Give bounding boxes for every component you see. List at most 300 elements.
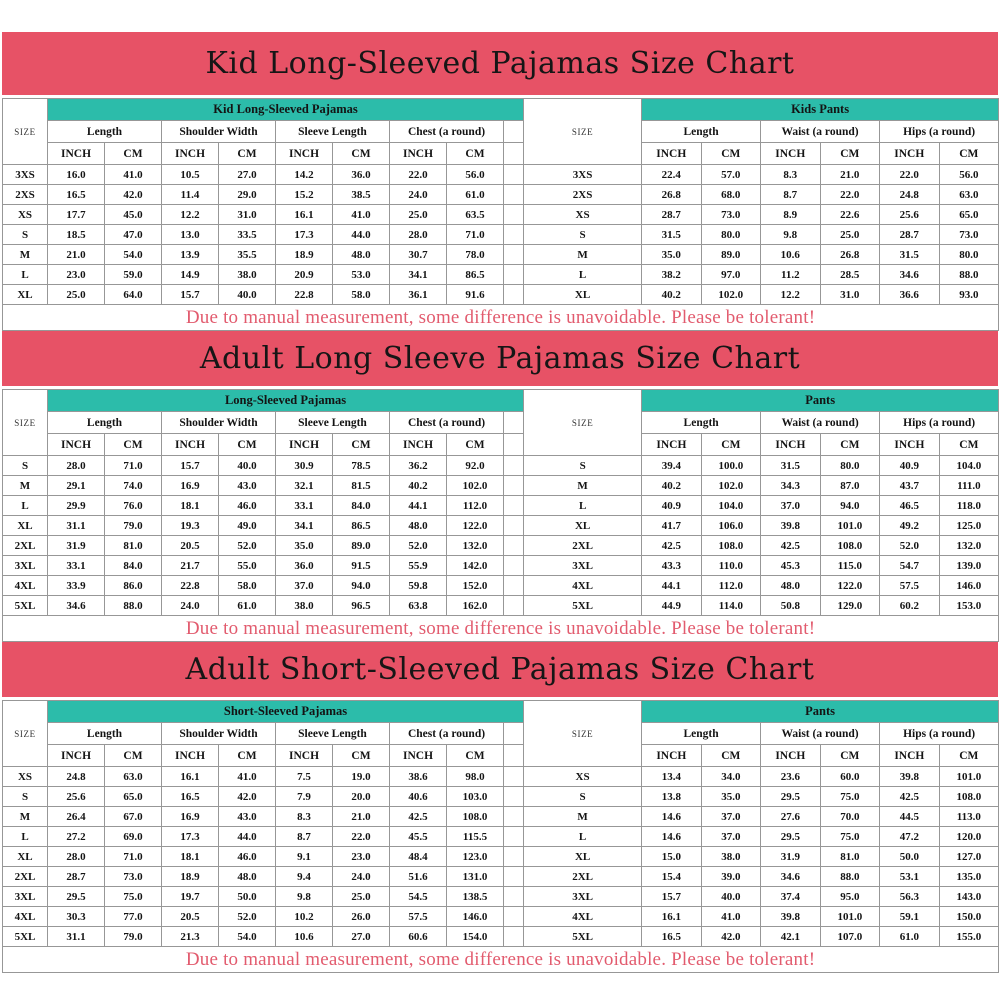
value-cell: 39.8 [761, 907, 821, 927]
spacer-cell [504, 143, 524, 165]
value-cell: 14.9 [162, 265, 219, 285]
value-cell: 8.7 [276, 827, 333, 847]
size-cell: 3XL [3, 887, 48, 907]
table-row [3, 456, 999, 476]
garment-table-header: Kid Long-Sleeved Pajamas [48, 99, 524, 121]
value-cell: 65.0 [105, 787, 162, 807]
value-cell: 43.0 [219, 476, 276, 496]
spacer-cell [504, 847, 524, 867]
table-row [3, 556, 999, 576]
value-cell: 9.4 [276, 867, 333, 887]
size-cell: 4XL [3, 576, 48, 596]
value-cell: 22.0 [333, 827, 390, 847]
size-cell: 3XS [524, 165, 642, 185]
value-cell: 120.0 [939, 827, 999, 847]
value-cell: 8.3 [276, 807, 333, 827]
value-cell: 80.0 [701, 225, 761, 245]
value-cell: 31.5 [880, 245, 940, 265]
value-cell: 42.0 [105, 185, 162, 205]
value-cell: 88.0 [105, 596, 162, 616]
value-cell: 26.0 [333, 907, 390, 927]
table-row [3, 847, 999, 867]
value-cell: 18.5 [48, 225, 105, 245]
unit-header-inch: INCH [761, 745, 821, 767]
value-cell: 65.0 [939, 205, 999, 225]
unit-header-inch: INCH [276, 143, 333, 165]
value-cell: 32.1 [276, 476, 333, 496]
value-cell: 37.4 [761, 887, 821, 907]
value-cell: 35.0 [276, 536, 333, 556]
spacer-cell [504, 887, 524, 907]
value-cell: 40.2 [390, 476, 447, 496]
value-cell: 60.6 [390, 927, 447, 947]
size-cell: 2XL [524, 536, 642, 556]
value-cell: 20.5 [162, 907, 219, 927]
unit-header-cm: CM [820, 745, 880, 767]
value-cell: 16.1 [162, 767, 219, 787]
value-cell: 44.5 [880, 807, 940, 827]
value-cell: 41.0 [105, 165, 162, 185]
measure-column-header: Length [642, 723, 761, 745]
value-cell: 123.0 [447, 847, 504, 867]
value-cell: 39.8 [761, 516, 821, 536]
value-cell: 28.7 [642, 205, 702, 225]
spacer-cell [504, 807, 524, 827]
value-cell: 112.0 [701, 576, 761, 596]
unit-header-cm: CM [333, 143, 390, 165]
value-cell: 16.1 [642, 907, 702, 927]
value-cell: 22.0 [880, 165, 940, 185]
value-cell: 15.2 [276, 185, 333, 205]
value-cell: 54.0 [105, 245, 162, 265]
value-cell: 48.0 [219, 867, 276, 887]
value-cell: 79.0 [105, 516, 162, 536]
value-cell: 37.0 [701, 827, 761, 847]
value-cell: 75.0 [820, 827, 880, 847]
value-cell: 98.0 [447, 767, 504, 787]
value-cell: 24.0 [162, 596, 219, 616]
value-cell: 73.0 [939, 225, 999, 245]
value-cell: 7.5 [276, 767, 333, 787]
spacer-cell [504, 456, 524, 476]
value-cell: 40.0 [701, 887, 761, 907]
size-cell: L [3, 265, 48, 285]
value-cell: 115.0 [820, 556, 880, 576]
value-cell: 21.7 [162, 556, 219, 576]
value-cell: 25.6 [48, 787, 105, 807]
size-cell: XS [524, 205, 642, 225]
pants-table-header: Pants [642, 701, 999, 723]
value-cell: 48.0 [390, 516, 447, 536]
value-cell: 80.0 [939, 245, 999, 265]
size-cell: XS [3, 767, 48, 787]
value-cell: 152.0 [447, 576, 504, 596]
value-cell: 88.0 [820, 867, 880, 887]
size-cell: 2XS [524, 185, 642, 205]
measure-column-header: Shoulder Width [162, 121, 276, 143]
value-cell: 16.5 [162, 787, 219, 807]
measure-column-header: Sleeve Length [276, 412, 390, 434]
garment-table-header: Short-Sleeved Pajamas [48, 701, 524, 723]
value-cell: 45.0 [105, 205, 162, 225]
value-cell: 26.8 [642, 185, 702, 205]
value-cell: 36.0 [333, 165, 390, 185]
value-cell: 63.8 [390, 596, 447, 616]
section-title: Kid Long-Sleeved Pajamas Size Chart [205, 46, 795, 81]
spacer-cell [504, 496, 524, 516]
value-cell: 41.0 [219, 767, 276, 787]
value-cell: 20.0 [333, 787, 390, 807]
size-cell: S [524, 225, 642, 245]
value-cell: 59.1 [880, 907, 940, 927]
value-cell: 52.0 [880, 536, 940, 556]
measure-column-header: Waist (a round) [761, 723, 880, 745]
value-cell: 14.6 [642, 807, 702, 827]
value-cell: 14.6 [642, 827, 702, 847]
table-row [3, 245, 999, 265]
value-cell: 101.0 [820, 516, 880, 536]
size-cell: XL [3, 847, 48, 867]
value-cell: 58.0 [333, 285, 390, 305]
value-cell: 84.0 [333, 496, 390, 516]
table-row [3, 927, 999, 947]
value-cell: 56.0 [447, 165, 504, 185]
value-cell: 22.0 [820, 185, 880, 205]
value-cell: 40.6 [390, 787, 447, 807]
value-cell: 79.0 [105, 927, 162, 947]
value-cell: 91.6 [447, 285, 504, 305]
value-cell: 16.1 [276, 205, 333, 225]
unit-header-inch: INCH [48, 745, 105, 767]
value-cell: 80.0 [820, 456, 880, 476]
value-cell: 45.5 [390, 827, 447, 847]
value-cell: 51.6 [390, 867, 447, 887]
value-cell: 111.0 [939, 476, 999, 496]
value-cell: 87.0 [820, 476, 880, 496]
value-cell: 108.0 [701, 536, 761, 556]
value-cell: 139.0 [939, 556, 999, 576]
value-cell: 19.0 [333, 767, 390, 787]
unit-header-cm: CM [820, 143, 880, 165]
value-cell: 28.0 [48, 456, 105, 476]
measure-column-header: Length [48, 121, 162, 143]
value-cell: 42.0 [701, 927, 761, 947]
value-cell: 118.0 [939, 496, 999, 516]
value-cell: 37.0 [701, 807, 761, 827]
measure-column-header: Hips (a round) [880, 412, 999, 434]
value-cell: 38.0 [701, 847, 761, 867]
value-cell: 18.9 [276, 245, 333, 265]
size-column-header: SIZE [3, 390, 48, 456]
spacer-cell [504, 596, 524, 616]
value-cell: 10.5 [162, 165, 219, 185]
size-cell: L [524, 827, 642, 847]
value-cell: 31.1 [48, 927, 105, 947]
value-cell: 38.0 [276, 596, 333, 616]
value-cell: 49.0 [219, 516, 276, 536]
value-cell: 131.0 [447, 867, 504, 887]
unit-header-inch: INCH [276, 434, 333, 456]
value-cell: 88.0 [939, 265, 999, 285]
value-cell: 10.6 [276, 927, 333, 947]
value-cell: 91.5 [333, 556, 390, 576]
value-cell: 76.0 [105, 496, 162, 516]
unit-header-cm: CM [105, 143, 162, 165]
value-cell: 42.5 [642, 536, 702, 556]
value-cell: 40.0 [219, 285, 276, 305]
value-cell: 42.5 [390, 807, 447, 827]
value-cell: 46.0 [219, 496, 276, 516]
value-cell: 122.0 [447, 516, 504, 536]
spacer-cell [504, 927, 524, 947]
value-cell: 34.6 [761, 867, 821, 887]
value-cell: 16.9 [162, 807, 219, 827]
value-cell: 35.0 [701, 787, 761, 807]
spacer-cell [504, 225, 524, 245]
value-cell: 153.0 [939, 596, 999, 616]
size-table [2, 98, 999, 331]
value-cell: 34.3 [761, 476, 821, 496]
value-cell: 17.3 [162, 827, 219, 847]
value-cell: 78.5 [333, 456, 390, 476]
value-cell: 73.0 [105, 867, 162, 887]
value-cell: 113.0 [939, 807, 999, 827]
size-cell: XS [524, 767, 642, 787]
spacer-cell [504, 787, 524, 807]
unit-header-inch: INCH [162, 143, 219, 165]
size-cell: L [524, 496, 642, 516]
value-cell: 44.0 [333, 225, 390, 245]
unit-header-cm: CM [939, 434, 999, 456]
value-cell: 41.0 [701, 907, 761, 927]
table-row [3, 285, 999, 305]
size-cell: 3XL [3, 556, 48, 576]
value-cell: 97.0 [701, 265, 761, 285]
value-cell: 61.0 [447, 185, 504, 205]
measure-column-header: Sleeve Length [276, 723, 390, 745]
value-cell: 67.0 [105, 807, 162, 827]
section-title-banner [2, 642, 998, 697]
measure-column-header: Shoulder Width [162, 723, 276, 745]
unit-header-cm: CM [333, 434, 390, 456]
value-cell: 89.0 [701, 245, 761, 265]
value-cell: 38.6 [390, 767, 447, 787]
value-cell: 10.6 [761, 245, 821, 265]
value-cell: 15.0 [642, 847, 702, 867]
value-cell: 36.6 [880, 285, 940, 305]
measure-column-header: Hips (a round) [880, 121, 999, 143]
measure-column-header: Length [48, 412, 162, 434]
value-cell: 48.0 [761, 576, 821, 596]
value-cell: 56.3 [880, 887, 940, 907]
value-cell: 47.2 [880, 827, 940, 847]
value-cell: 75.0 [820, 787, 880, 807]
table-row [3, 787, 999, 807]
value-cell: 60.2 [880, 596, 940, 616]
size-cell: 5XL [3, 927, 48, 947]
value-cell: 138.5 [447, 887, 504, 907]
value-cell: 86.0 [105, 576, 162, 596]
value-cell: 24.0 [333, 867, 390, 887]
measure-column-header: Shoulder Width [162, 412, 276, 434]
unit-header-inch: INCH [390, 745, 447, 767]
value-cell: 22.8 [162, 576, 219, 596]
unit-header-cm: CM [219, 745, 276, 767]
value-cell: 18.1 [162, 496, 219, 516]
value-cell: 31.9 [761, 847, 821, 867]
value-cell: 154.0 [447, 927, 504, 947]
value-cell: 36.0 [276, 556, 333, 576]
size-cell: M [3, 476, 48, 496]
value-cell: 17.3 [276, 225, 333, 245]
unit-header-cm: CM [939, 143, 999, 165]
value-cell: 24.8 [48, 767, 105, 787]
value-cell: 104.0 [701, 496, 761, 516]
value-cell: 38.0 [219, 265, 276, 285]
unit-header-inch: INCH [880, 745, 940, 767]
table-row [3, 516, 999, 536]
size-column-header: SIZE [524, 99, 642, 165]
measure-column-header: Chest (a round) [390, 723, 504, 745]
value-cell: 22.6 [820, 205, 880, 225]
measure-column-header: Waist (a round) [761, 121, 880, 143]
value-cell: 44.1 [390, 496, 447, 516]
value-cell: 43.7 [880, 476, 940, 496]
value-cell: 52.0 [219, 536, 276, 556]
unit-header-inch: INCH [48, 143, 105, 165]
unit-header-cm: CM [820, 434, 880, 456]
table-row [3, 536, 999, 556]
value-cell: 71.0 [105, 456, 162, 476]
value-cell: 54.0 [219, 927, 276, 947]
value-cell: 57.0 [701, 165, 761, 185]
measure-column-header: Hips (a round) [880, 723, 999, 745]
value-cell: 18.9 [162, 867, 219, 887]
value-cell: 21.0 [333, 807, 390, 827]
value-cell: 44.1 [642, 576, 702, 596]
value-cell: 86.5 [333, 516, 390, 536]
value-cell: 26.8 [820, 245, 880, 265]
value-cell: 22.4 [642, 165, 702, 185]
unit-header-inch: INCH [48, 434, 105, 456]
value-cell: 50.8 [761, 596, 821, 616]
value-cell: 43.0 [219, 807, 276, 827]
value-cell: 9.8 [276, 887, 333, 907]
value-cell: 103.0 [447, 787, 504, 807]
value-cell: 38.2 [642, 265, 702, 285]
unit-header-cm: CM [701, 745, 761, 767]
size-cell: 4XL [3, 907, 48, 927]
value-cell: 44.9 [642, 596, 702, 616]
size-cell: S [524, 787, 642, 807]
value-cell: 27.0 [333, 927, 390, 947]
unit-header-inch: INCH [642, 143, 702, 165]
value-cell: 15.7 [162, 285, 219, 305]
value-cell: 102.0 [447, 476, 504, 496]
size-cell: XS [3, 205, 48, 225]
table-row [3, 867, 999, 887]
value-cell: 34.0 [701, 767, 761, 787]
value-cell: 86.5 [447, 265, 504, 285]
size-cell: 3XS [3, 165, 48, 185]
value-cell: 73.0 [701, 205, 761, 225]
value-cell: 12.2 [761, 285, 821, 305]
value-cell: 115.5 [447, 827, 504, 847]
spacer-cell [504, 265, 524, 285]
value-cell: 47.0 [105, 225, 162, 245]
value-cell: 8.9 [761, 205, 821, 225]
value-cell: 37.0 [276, 576, 333, 596]
value-cell: 155.0 [939, 927, 999, 947]
value-cell: 21.0 [820, 165, 880, 185]
unit-header-inch: INCH [162, 745, 219, 767]
value-cell: 16.5 [642, 927, 702, 947]
value-cell: 15.4 [642, 867, 702, 887]
value-cell: 23.6 [761, 767, 821, 787]
size-cell: 3XL [524, 556, 642, 576]
value-cell: 40.9 [880, 456, 940, 476]
table-row [3, 887, 999, 907]
value-cell: 40.0 [219, 456, 276, 476]
size-cell: S [3, 787, 48, 807]
unit-header-inch: INCH [390, 434, 447, 456]
size-cell: XL [524, 516, 642, 536]
value-cell: 41.0 [333, 205, 390, 225]
value-cell: 84.0 [105, 556, 162, 576]
value-cell: 162.0 [447, 596, 504, 616]
value-cell: 122.0 [820, 576, 880, 596]
spacer-cell [504, 412, 524, 434]
section-title-banner [2, 331, 998, 386]
value-cell: 143.0 [939, 887, 999, 907]
value-cell: 22.8 [276, 285, 333, 305]
value-cell: 146.0 [939, 576, 999, 596]
value-cell: 14.2 [276, 165, 333, 185]
value-cell: 108.0 [447, 807, 504, 827]
value-cell: 43.3 [642, 556, 702, 576]
value-cell: 31.5 [761, 456, 821, 476]
value-cell: 42.5 [761, 536, 821, 556]
spacer-cell [504, 434, 524, 456]
value-cell: 77.0 [105, 907, 162, 927]
value-cell: 127.0 [939, 847, 999, 867]
table-row [3, 476, 999, 496]
spacer-cell [504, 121, 524, 143]
value-cell: 33.1 [276, 496, 333, 516]
size-cell: 5XL [3, 596, 48, 616]
value-cell: 107.0 [820, 927, 880, 947]
spacer-cell [504, 185, 524, 205]
value-cell: 16.9 [162, 476, 219, 496]
value-cell: 9.1 [276, 847, 333, 867]
value-cell: 129.0 [820, 596, 880, 616]
value-cell: 13.4 [642, 767, 702, 787]
size-cell: 5XL [524, 596, 642, 616]
value-cell: 63.0 [105, 767, 162, 787]
value-cell: 46.5 [880, 496, 940, 516]
table-row [3, 767, 999, 787]
value-cell: 61.0 [880, 927, 940, 947]
unit-header-cm: CM [105, 434, 162, 456]
value-cell: 29.5 [761, 787, 821, 807]
value-cell: 49.2 [880, 516, 940, 536]
table-row [3, 496, 999, 516]
value-cell: 30.7 [390, 245, 447, 265]
value-cell: 31.5 [642, 225, 702, 245]
value-cell: 18.1 [162, 847, 219, 867]
value-cell: 34.6 [880, 265, 940, 285]
value-cell: 34.1 [276, 516, 333, 536]
